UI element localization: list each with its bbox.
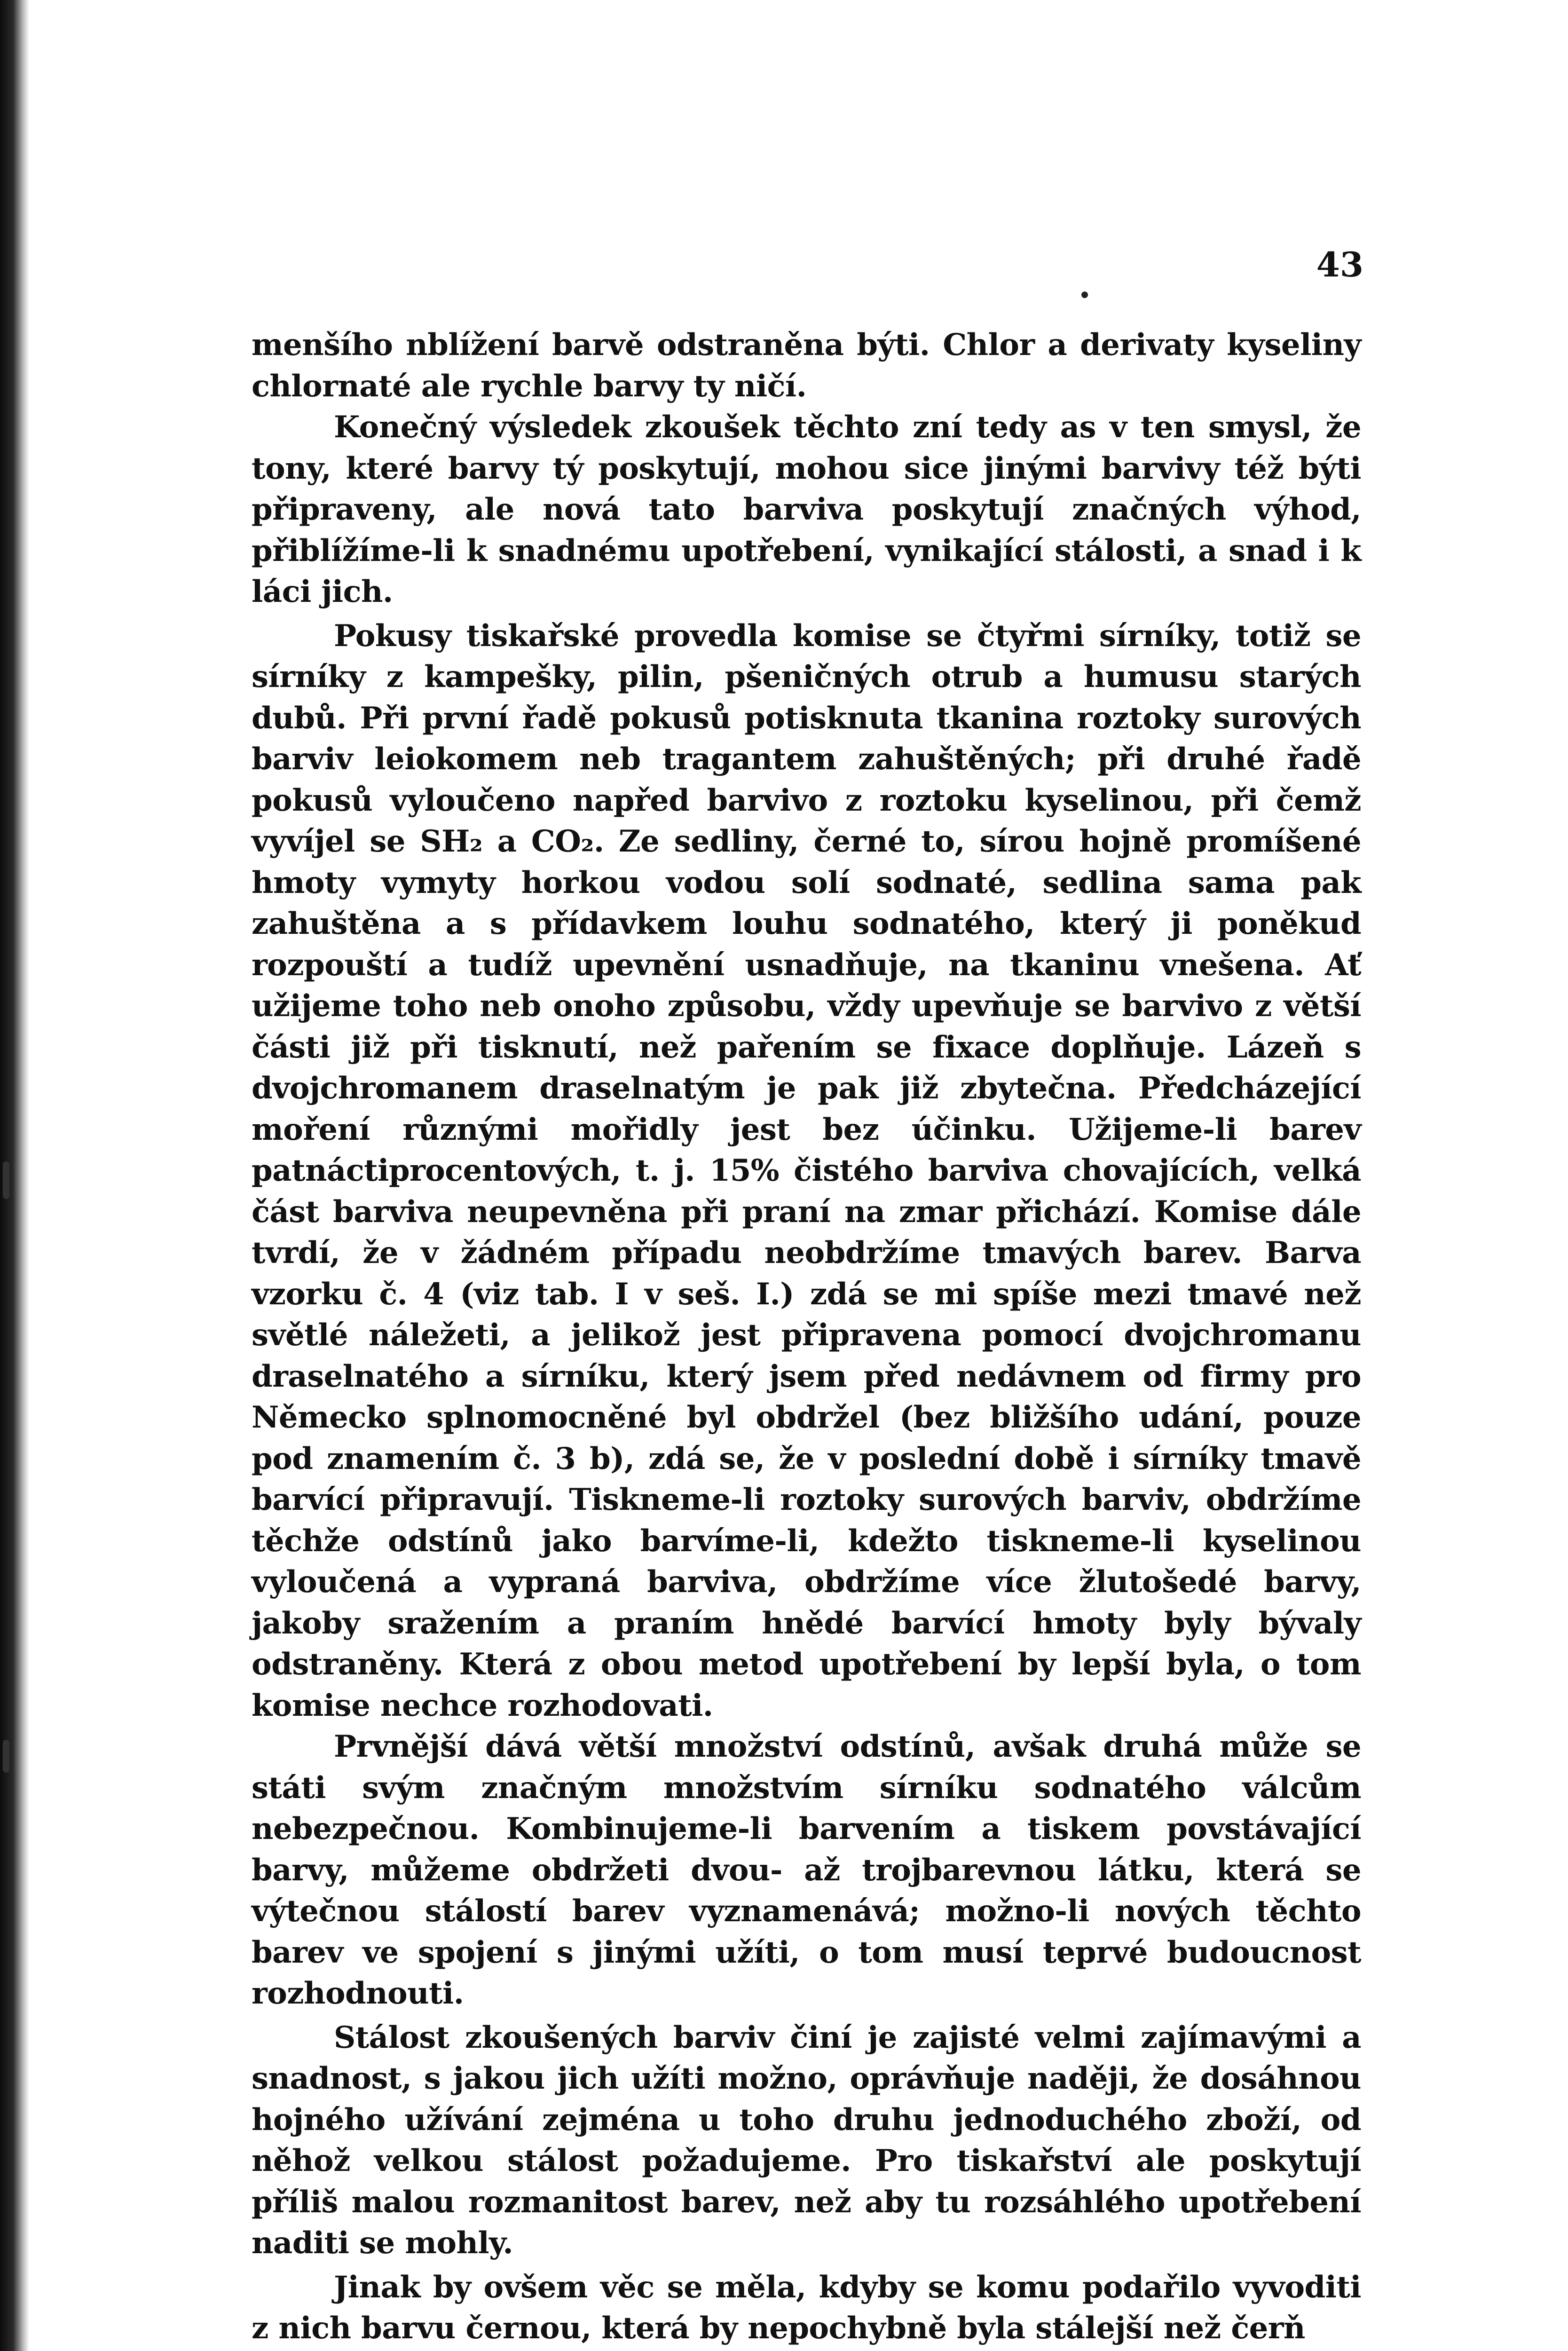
print-dot-mark <box>1081 292 1088 298</box>
paragraph: Jinak by ovšem věc se měla, kdyby se komu podařilo vyvoditi z nich barvu černou, která by nepochybně byla stálejší než čerň <box>252 2269 1361 2346</box>
paragraph: Konečný výsledek zkoušek těchto zní tedy as v ten smysl, že tony, které barvy tý poskytují, mohou sice jinými barvivy též býti připraveny, ale nová tato barviva poskytují značných výhod, přiblížíme-li k snadnému upotřebení, vynikající stálosti, a snad i k láci jich. <box>252 410 1361 609</box>
page-number: 43 <box>1316 245 1363 284</box>
paragraph-continuation: menšího nblížení barvě odstraněna býti. Chlor a derivaty kyseliny chlornaté ale rychle barvy ty ničí. <box>252 327 1361 404</box>
body-text <box>252 324 1361 2349</box>
paragraph: Stálost zkoušených barviv činí je zajisté velmi zajímavými a snadnost, s jakou jich užíti možno, oprávňuje naději, že dosáhnou hojného užívání zejména u toho druhu jednoduchého zboží, od něhož velkou stálost požadujeme. Pro tiskařství ale poskytují příliš malou rozmanitost barev, než aby tu rozsáhlého upotřebení naditi se mohly. <box>252 2020 1361 2261</box>
paragraph: Pokusy tiskařské provedla komise se čtyřmi sírníky, totiž se sírníky z kampešky, pilin, pšeničných otrub a humusu starých dubů. Při první řadě pokusů potisknuta tkanina roztoky surových barviv leiokomem neb tragantem zahuštěných; při druhé řadě pokusů vyloučeno napřed barvivo z roztoku kyselinou, při čemž vyvíjel se SH₂ a CO₂. Ze sedliny, černé to, sírou hojně promíšené hmoty vymyty horkou vodou solí sodnaté, sedlina sama pak zahuštěna a s přídavkem louhu sodnatého, který ji poněkud rozpouští a tudíž upevnění usnadňuje, na tkaninu vnešena. Ať užijeme toho neb onoho způsobu, vždy upevňuje se barvivo z větší části již při tisknutí, než pařením se fixace doplňuje. Lázeň s dvojchromanem draselnatým je pak již zbytečna. Předcházející moření různými mořidly jest bez účinku. Užijeme-li barev patnáctiprocentových, t. j. 15% čistého barviva chovajících, velká část barviva neupevněna při praní na zmar přichází. Komise dále tvrdí, že v žádném případu neobdržíme tmavých barev. Barva vzorku č. 4 (viz tab. I v seš. I.) zdá se mi spíše mezi tmavé než světlé náležeti, a jelikož jest připravena pomocí dvojchromanu draselnatého a sírníku, který jsem před nedávnem od firmy pro Německo splnomocněné byl obdržel (bez bližšího udání, pouze pod znamením č. 3 b), zdá se, že v poslední době i sírníky tmavě barvící připravují. Tiskneme-li roztoky surových barviv, obdržíme těchže odstínů jako barvíme-li, kdežto tiskneme-li kyselinou vyloučená a vypraná barviva, obdržíme více žlutošedé barvy, jakoby sražením a praním hnědé barvící hmoty byly bývaly odstraněny. Která z obou metod upotřebení by lepší byla, o tom komise nechce rozhodovati. <box>252 618 1361 1723</box>
page-edge-mark <box>3 1161 9 1199</box>
page-edge-mark <box>3 1740 9 1773</box>
paragraph: Prvnější dává větší množství odstínů, avšak druhá může se státi svým značným množstvím sírníku sodnatého válcům nebezpečnou. Kombinujeme-li barvením a tiskem povstávající barvy, můžeme obdržeti dvou- až trojbarevnou látku, která se výtečnou stálostí barev vyznamenává; možno-li nových těchto barev ve spojení s jinými užíti, o tom musí teprvé budoucnost rozhodnouti. <box>252 1729 1361 2011</box>
